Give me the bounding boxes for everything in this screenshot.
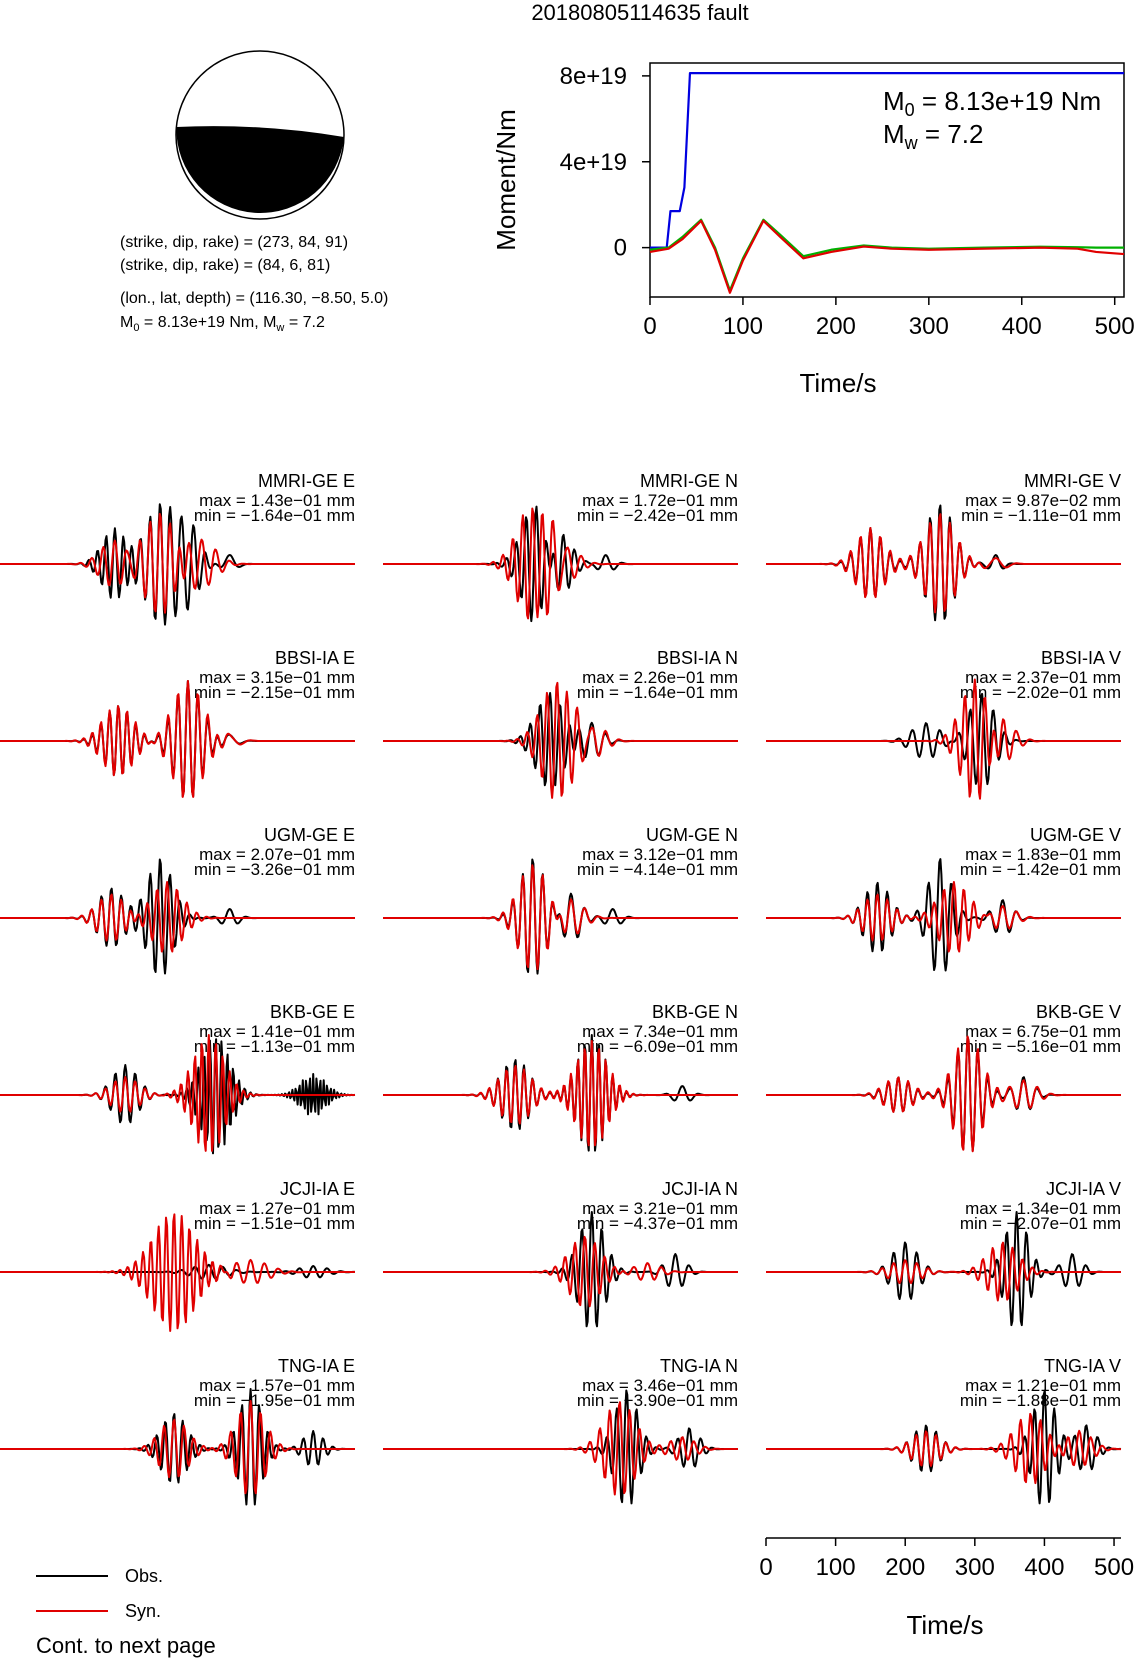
moment-rate-line-green (650, 220, 1124, 291)
waveform-panel (0, 1179, 355, 1331)
moment-xtick-label: 100 (722, 313, 763, 340)
amplitude-max-label: max = 3.15e−01 mm (199, 668, 355, 687)
beachball (176, 51, 344, 219)
waveform-panel (766, 825, 1121, 971)
amplitude-max-label: max = 2.07e−01 mm (199, 845, 355, 864)
waveform-panel (383, 825, 738, 974)
synthetic-trace (383, 1041, 738, 1145)
waveform-panel (383, 648, 738, 798)
legend-obs-label: Obs. (125, 1566, 164, 1586)
waveform-panel (766, 1002, 1121, 1151)
waveform-panel (766, 471, 1121, 620)
moment-xtick-label: 300 (908, 313, 949, 340)
amplitude-max-label: max = 7.34e−01 mm (582, 1022, 738, 1041)
amplitude-min-label: min = −1.95e−01 mm (193, 1391, 355, 1410)
moment-xtick-label: 200 (815, 313, 856, 340)
amplitude-min-label: min = −1.88e−01 mm (959, 1391, 1121, 1410)
station-component-label: BKB-GE V (1035, 1002, 1121, 1022)
synthetic-trace (383, 865, 738, 969)
station-component-label: JCJI-IA E (279, 1179, 355, 1199)
station-component-label: BBSI-IA E (274, 648, 355, 668)
amplitude-max-label: max = 1.57e−01 mm (199, 1376, 355, 1395)
waveform-panel (383, 471, 738, 621)
amplitude-min-label: min = −1.13e−01 mm (193, 1037, 355, 1056)
moment-rate-line-red (650, 221, 1124, 293)
waveform-xlabel: Time/s (906, 1610, 984, 1640)
amplitude-max-label: max = 9.87e−02 mm (965, 491, 1121, 510)
station-component-label: UGM-GE N (646, 825, 738, 845)
station-component-label: BKB-GE E (269, 1002, 355, 1022)
amplitude-min-label: min = −1.64e−01 mm (576, 683, 738, 702)
waveform-xtick-label: 0 (759, 1554, 773, 1581)
amplitude-max-label: max = 3.46e−01 mm (582, 1376, 738, 1395)
amplitude-max-label: max = 2.37e−01 mm (965, 668, 1121, 687)
station-component-label: BBSI-IA N (656, 648, 738, 668)
amplitude-min-label: min = −2.07e−01 mm (959, 1214, 1121, 1233)
moment-ytick-label: 0 (613, 234, 627, 262)
station-component-label: JCJI-IA V (1045, 1179, 1121, 1199)
waveform-xtick-label: 500 (1094, 1554, 1135, 1581)
amplitude-min-label: min = −3.26e−01 mm (193, 860, 355, 879)
waveform-xtick-label: 300 (954, 1554, 995, 1581)
waveform-time-axis (759, 1538, 1134, 1640)
synthetic-trace (383, 1402, 738, 1494)
moment-ytick-label: 8e+19 (559, 62, 627, 90)
station-component-label: UGM-GE E (263, 825, 355, 845)
waveform-panel (383, 1002, 738, 1151)
legend (36, 1566, 163, 1621)
amplitude-min-label: min = −1.11e−01 mm (961, 506, 1121, 525)
station-component-label: TNG-IA E (277, 1356, 355, 1376)
amplitude-max-label: max = 1.83e−01 mm (965, 845, 1121, 864)
moment-ylabel: Moment/Nm (491, 109, 521, 251)
moment-ytick-label: 4e+19 (559, 148, 627, 176)
station-component-label: UGM-GE V (1029, 825, 1121, 845)
amplitude-min-label: min = −2.02e−01 mm (959, 683, 1121, 702)
waveform-panel (766, 1356, 1121, 1503)
moment-annotation-mw: $M_w = 7.2$ (883, 119, 984, 153)
plane1-text: (strike, dip, rake) = (273, 84, 91) (120, 234, 349, 251)
waveform-panel (0, 648, 355, 797)
waveform-panel (0, 1356, 355, 1505)
amplitude-max-label: max = 1.21e−01 mm (965, 1376, 1121, 1395)
waveform-xtick-label: 200 (885, 1554, 926, 1581)
station-component-label: MMRI-GE N (640, 471, 738, 491)
moment-xtick-label: 0 (643, 313, 657, 340)
station-component-label: JCJI-IA N (661, 1179, 738, 1199)
observed-trace (0, 1039, 355, 1153)
station-component-label: TNG-IA V (1043, 1356, 1121, 1376)
waveform-grid (0, 471, 1121, 1505)
amplitude-max-label: max = 3.12e−01 mm (582, 845, 738, 864)
amplitude-min-label: min = −4.37e−01 mm (576, 1214, 738, 1233)
beachball-compressional-quadrant (176, 126, 344, 213)
amplitude-max-label: max = 1.43e−01 mm (199, 491, 355, 510)
moment-annotation-m0: $M_0 = 8.13e+19$ Nm (883, 86, 1102, 120)
synthetic-trace (766, 1414, 1121, 1483)
waveform-xtick-label: 400 (1024, 1554, 1065, 1581)
amplitude-max-label: max = 1.41e−01 mm (199, 1022, 355, 1041)
amplitude-min-label: min = −1.64e−01 mm (193, 506, 355, 525)
waveform-panel (766, 648, 1121, 799)
waveform-panel (0, 1002, 355, 1153)
moment-xlabel: Time/s (799, 368, 877, 398)
solution-info (120, 234, 388, 334)
page-title: 20180805114635 fault (531, 0, 749, 25)
amplitude-min-label: min = −2.15e−01 mm (193, 683, 355, 702)
waveform-panel (383, 1179, 738, 1326)
amplitude-max-label: max = 6.75e−01 mm (965, 1022, 1121, 1041)
amplitude-min-label: min = −6.09e−01 mm (576, 1037, 738, 1056)
waveform-panel (383, 1356, 738, 1503)
amplitude-max-label: max = 1.34e−01 mm (965, 1199, 1121, 1218)
station-component-label: MMRI-GE E (258, 471, 355, 491)
amplitude-min-label: min = −1.42e−01 mm (959, 860, 1121, 879)
amplitude-min-label: min = −4.14e−01 mm (576, 860, 738, 879)
amplitude-max-label: max = 1.72e−01 mm (582, 491, 738, 510)
waveform-panel (766, 1179, 1121, 1325)
amplitude-min-label: min = −1.51e−01 mm (193, 1214, 355, 1233)
waveform-panel (0, 471, 355, 625)
moment-xtick-label: 400 (1001, 313, 1042, 340)
synthetic-trace (766, 1243, 1121, 1301)
plane2-text: (strike, dip, rake) = (84, 6, 81) (120, 257, 331, 274)
station-component-label: BBSI-IA V (1040, 648, 1121, 668)
station-component-label: TNG-IA N (659, 1356, 738, 1376)
amplitude-max-label: max = 2.26e−01 mm (582, 668, 738, 687)
amplitude-min-label: min = −2.42e−01 mm (576, 506, 738, 525)
moment-chart (491, 63, 1135, 398)
amplitude-max-label: max = 3.21e−01 mm (582, 1199, 738, 1218)
amplitude-min-label: min = −5.16e−01 mm (959, 1037, 1121, 1056)
legend-syn-label: Syn. (125, 1601, 162, 1621)
moment-xtick-label: 500 (1094, 313, 1135, 340)
waveform-panel (0, 825, 355, 974)
station-component-label: MMRI-GE V (1024, 471, 1121, 491)
continuation-note: Cont. to next page (36, 1633, 216, 1658)
synthetic-trace (766, 514, 1121, 612)
location-text: (lon., lat, depth) = (116.30, −8.50, 5.0) (120, 290, 389, 307)
station-component-label: BKB-GE N (651, 1002, 738, 1022)
moment-text: $M_0 = 8.13e+19$ Nm, $M_w = 7.2$ (120, 314, 325, 334)
amplitude-max-label: max = 1.27e−01 mm (199, 1199, 355, 1218)
amplitude-min-label: min = −3.90e−01 mm (576, 1391, 738, 1410)
waveform-xtick-label: 100 (815, 1554, 856, 1581)
